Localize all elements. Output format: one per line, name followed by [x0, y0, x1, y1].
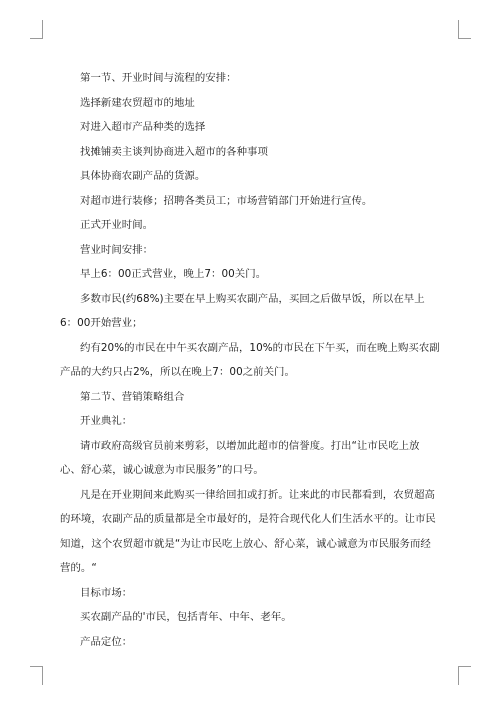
paragraph: 选择新建农贸超市的地址 [80, 96, 195, 109]
crop-mark-top-right [458, 20, 471, 39]
paragraph: 约有20%的市民在中午买农副产品，10%的市民在下午买，而在晚上购买农副产品的大约只占2%，所以在晚上7：00之前关门。 [60, 341, 440, 378]
paragraph: 正式开业时间。 [80, 219, 154, 231]
paragraph: 开业典礼： [80, 415, 133, 427]
paragraph: 找摊铺卖主谈判协商进入超市的各种事项 [80, 145, 268, 158]
crop-mark-bottom-right [458, 666, 471, 685]
paragraph: 具体协商农副产品的货源。 [80, 170, 206, 182]
section-heading-2: 第二节、营销策略组合 [80, 390, 185, 403]
paragraph: 对进入超市产品种类的选择 [80, 121, 206, 133]
paragraph: 对超市进行装修；招聘各类员工；市场营销部门开始进行宣传。 [80, 194, 373, 207]
paragraph: 凡是在开业期间来此购买一律给回扣或打折。让来此的市民都看到，农贸超高的环境，农副产品的质量都是全市最好的，是符合现代化人们生活水平的。让市民知道，这个农贸超市就是“为让市民吃上放心、舒心菜，诚心诚意为市民服务而经营的。“ [60, 488, 436, 574]
paragraph: 早上6：00正式营业，晚上7：00关门。 [80, 268, 267, 280]
paragraph: 产品定位： [80, 635, 133, 648]
document-body [60, 66, 440, 654]
paragraph: 目标市场： [80, 586, 133, 599]
crop-mark-top-left [30, 20, 43, 39]
paragraph: 多数市民(约68%)主要在早上购买农副产品，买回之后做早饭，所以在早上6：00开始营业； [60, 292, 425, 329]
paragraph: 买农副产品的'市民，包括青年、中年、老年。 [80, 611, 292, 623]
paragraph: 请市政府高级官员前来剪彩，以增加此超市的信誉度。打出“让市民吃上放心、舒心菜，诚心诚意为市民服务”的口号。 [60, 439, 420, 476]
section-heading-1: 第一节、开业时间与流程的安排： [80, 72, 237, 84]
crop-mark-bottom-left [30, 666, 43, 685]
paragraph: 营业时间安排： [80, 243, 154, 256]
